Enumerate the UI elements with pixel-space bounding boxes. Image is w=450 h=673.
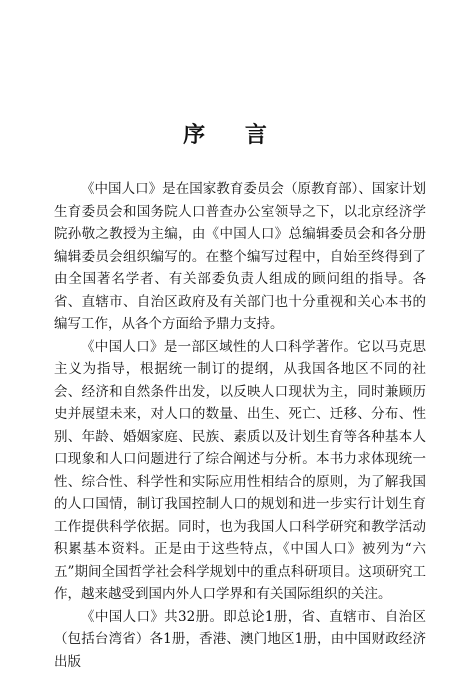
paragraph-2: 《中国人口》是一部区域性的人口科学著作。它以马克思主义为指导，根据统一制订的提纲，从我国各地区不同的社会、经济和自然条件出发，以反映人口现状为主，同时兼顾历史并展望未来，对人口的数量、出生、死亡、迁移、分布、性别、年龄、婚姻家庭、民族、素质以及计划生育等各种基本人口现象和人口问题进行了综合阐述与分析。本书力求体现统一性、综合性、科学性和实际应用性相结合的原则，为了解我国的人口国情，制订我国控制人口的规划和进一步实行计划生育工作提供科学依据。同时，也为我国人口科学研究和教学活动积累基本资料。正是由于这些特点，《中国人口》被列为“六五”期间全国哲学社会科学规划中的重点科研项目。这项研究工作，越来越受到国内外人口学界和有关国际组织的关注。 <box>54 336 426 606</box>
paragraph-1: 《中国人口》是在国家教育委员会（原教育部）、国家计划生育委员会和国务院人口普查办公室领导之下，以北京经济学院孙敬之教授为主编，由《中国人口》总编辑委员会和各分册编辑委员会组织编写的。在整个编写过程中，自始至终得到了由全国著名学者、有关部委负责人组成的顾问组的指导。各省、直辖市、自治区政府及有关部门也十分重视和关心本书的编写工作，从各个方面给予鼎力支持。 <box>54 178 426 336</box>
page-title: 序 言 <box>0 118 450 149</box>
paragraph-3: 《中国人口》共32册。即总论1册，省、直辖市、自治区（包括台湾省）各1册，香港、澳门地区1册，由中国财政经济出版 <box>54 606 426 673</box>
body-text <box>54 178 426 673</box>
